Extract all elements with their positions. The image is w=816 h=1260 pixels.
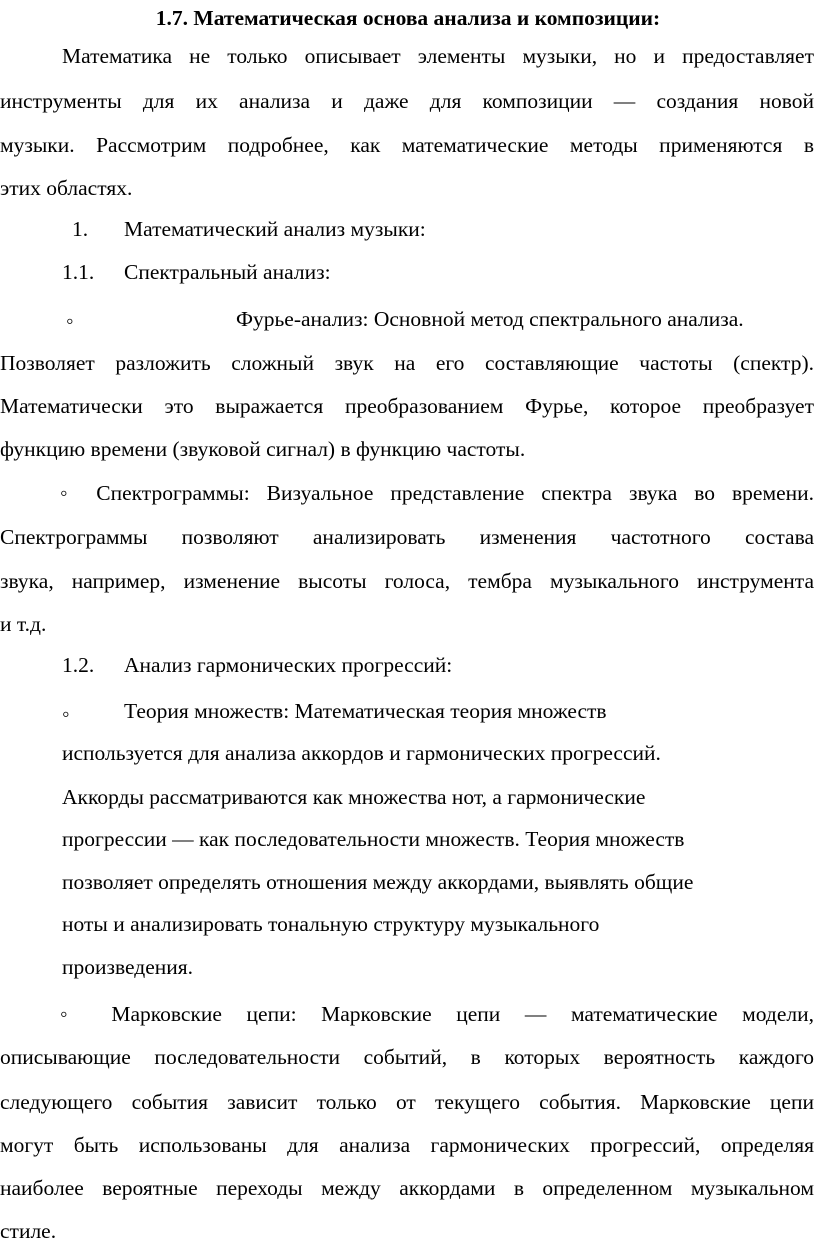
spectrogram-first-line: ◦ Спектрограммы: Визуальное представление спектра звука во времени. bbox=[60, 481, 814, 505]
bullet-icon: ◦ bbox=[62, 702, 70, 726]
list-title-1-2: Анализ гармонических прогрессий: bbox=[124, 653, 453, 677]
markov-line-2: описывающие последовательности событий, в которых вероятность каждого bbox=[0, 1045, 814, 1069]
spectrogram-line-4: и т.д. bbox=[0, 612, 47, 636]
list-title-1-1: Спектральный анализ: bbox=[124, 260, 331, 284]
intro-line-1: Математика не только описывает элементы музыки, но и предоставляет bbox=[62, 44, 814, 68]
spectrogram-line-3: звука, например, изменение высоты голоса, тембра музыкального инструмента bbox=[0, 569, 814, 593]
markov-first-line: ◦ Марковские цепи: Марковские цепи — математические модели, bbox=[60, 1002, 814, 1026]
markov-line-6: стиле. bbox=[0, 1219, 57, 1243]
fourier-first-line: Фурье-анализ: Основной метод спектрального анализа. bbox=[236, 307, 744, 331]
set-theory-line-5: позволяет определять отношения между аккордами, выявлять общие bbox=[62, 870, 694, 894]
set-theory-line-7: произведения. bbox=[62, 955, 194, 979]
list-number-1: 1. bbox=[72, 217, 89, 241]
set-theory-line-2: используется для анализа аккордов и гармонических прогрессий. bbox=[62, 741, 661, 765]
markov-line-3: следующего события зависит только от текущего события. Марковские цепи bbox=[0, 1090, 814, 1114]
fourier-line-4: функцию времени (звуковой сигнал) в функцию частоты. bbox=[0, 437, 526, 461]
list-title-1: Математический анализ музыки: bbox=[124, 217, 426, 241]
section-heading: 1.7. Математическая основа анализа и композиции: bbox=[155, 6, 661, 30]
set-theory-line-6: ноты и анализировать тональную структуру музыкального bbox=[62, 912, 600, 936]
intro-line-3: музыки. Рассмотрим подробнее, как математические методы применяются в bbox=[0, 133, 814, 157]
spectrogram-line-2: Спектрограммы позволяют анализировать изменения частотного состава bbox=[0, 525, 814, 549]
markov-line-5: наиболее вероятные переходы между аккордами в определенном музыкальном bbox=[0, 1176, 814, 1200]
set-theory-line-3: Аккорды рассматриваются как множества нот, а гармонические bbox=[62, 785, 646, 809]
set-theory-line-4: прогрессии — как последовательности множеств. Теория множеств bbox=[62, 827, 685, 851]
fourier-line-3: Математически это выражается преобразованием Фурье, которое преобразует bbox=[0, 394, 814, 418]
markov-line-4: могут быть использованы для анализа гармонических прогрессий, определяя bbox=[0, 1133, 814, 1157]
list-number-1-2: 1.2. bbox=[62, 653, 95, 677]
fourier-line-2: Позволяет разложить сложный звук на его составляющие частоты (спектр). bbox=[0, 351, 814, 375]
list-number-1-1: 1.1. bbox=[62, 260, 95, 284]
intro-line-4: этих областях. bbox=[0, 176, 133, 200]
bullet-icon: ◦ bbox=[66, 309, 74, 333]
set-theory-first-line: Теория множеств: Математическая теория множеств bbox=[124, 699, 607, 723]
intro-line-2: инструменты для их анализа и даже для композиции — создания новой bbox=[0, 89, 814, 113]
